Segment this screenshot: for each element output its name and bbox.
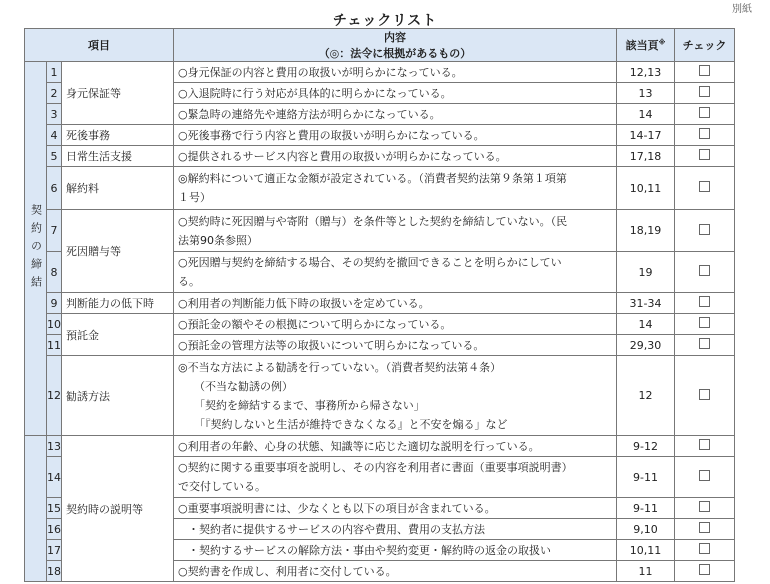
table-row bbox=[25, 62, 735, 83]
content-line: ○緊急時の連絡先や連絡方法が明らかになっている。 bbox=[178, 107, 441, 121]
row-number: 15 bbox=[47, 498, 62, 519]
row-number: 6 bbox=[47, 167, 62, 210]
checkbox[interactable] bbox=[699, 501, 710, 512]
item-label: 預託金 bbox=[62, 314, 174, 356]
row-number: 12 bbox=[47, 356, 62, 436]
row-number: 13 bbox=[47, 436, 62, 457]
checkbox[interactable] bbox=[699, 86, 710, 97]
row-number: 9 bbox=[47, 293, 62, 314]
checkbox[interactable] bbox=[699, 564, 710, 575]
content-line: ○重要事項説明書には、少なくとも以下の項目が含まれている。 bbox=[178, 501, 496, 515]
checkbox[interactable] bbox=[699, 439, 710, 450]
header-page bbox=[617, 29, 675, 62]
content-cell bbox=[174, 436, 617, 457]
section-continuation-cell bbox=[25, 436, 47, 582]
checkbox[interactable] bbox=[699, 224, 710, 235]
page-ref: 14 bbox=[617, 104, 675, 125]
table-row bbox=[25, 146, 735, 167]
content-cell bbox=[174, 561, 617, 582]
item-label: 日常生活支援 bbox=[62, 146, 174, 167]
content-cell bbox=[174, 167, 617, 210]
content-line: ○提供されるサービス内容と費用の取扱いが明らかになっている。 bbox=[178, 149, 507, 163]
check-cell[interactable] bbox=[675, 314, 735, 335]
content-line: 法第90条参照） bbox=[178, 233, 258, 247]
checkbox[interactable] bbox=[699, 128, 710, 139]
item-label: 死因贈与等 bbox=[62, 210, 174, 293]
check-cell[interactable] bbox=[675, 293, 735, 314]
content-cell bbox=[174, 62, 617, 83]
check-cell[interactable] bbox=[675, 62, 735, 83]
content-cell bbox=[174, 498, 617, 519]
content-line: ○利用者の判断能力低下時の取扱いを定めている。 bbox=[178, 296, 430, 310]
content-cell bbox=[174, 293, 617, 314]
page-ref: 14 bbox=[617, 314, 675, 335]
row-number: 16 bbox=[47, 519, 62, 540]
content-line: ・契約するサービスの解除方法・事由や契約変更・解約時の返金の取扱い bbox=[188, 543, 551, 557]
content-line: ○契約書を作成し、利用者に交付している。 bbox=[178, 564, 397, 578]
row-number: 5 bbox=[47, 146, 62, 167]
page-ref: 12 bbox=[617, 356, 675, 436]
header-page-mark: ※ bbox=[658, 38, 666, 47]
page-ref: 13 bbox=[617, 83, 675, 104]
checklist-table bbox=[24, 28, 735, 582]
content-cell bbox=[174, 210, 617, 252]
check-cell[interactable] bbox=[675, 125, 735, 146]
check-cell[interactable] bbox=[675, 167, 735, 210]
row-number: 18 bbox=[47, 561, 62, 582]
check-cell[interactable] bbox=[675, 252, 735, 293]
page-ref: 11 bbox=[617, 561, 675, 582]
page-ref: 14-17 bbox=[617, 125, 675, 146]
row-number: 8 bbox=[47, 252, 62, 293]
content-cell bbox=[174, 252, 617, 293]
header-content-note: （◎：法令に根拠があるもの） bbox=[318, 47, 472, 60]
content-cell bbox=[174, 519, 617, 540]
content-line: ○預託金の管理方法等の取扱いについて明らかになっている。 bbox=[178, 338, 485, 352]
header-content bbox=[174, 29, 617, 62]
row-number: 11 bbox=[47, 335, 62, 356]
item-label: 契約時の説明等 bbox=[62, 436, 174, 582]
check-cell[interactable] bbox=[675, 335, 735, 356]
item-label: 勧誘方法 bbox=[62, 356, 174, 436]
checkbox[interactable] bbox=[699, 149, 710, 160]
page-ref: 12,13 bbox=[617, 62, 675, 83]
content-line: ○死因贈与契約を締結する場合、その契約を撤回できることを明らかにしてい bbox=[178, 256, 562, 269]
content-line: 「契約を締結するまで、事務所から帰さない」 bbox=[194, 398, 425, 412]
checkbox[interactable] bbox=[699, 265, 710, 276]
item-label: 判断能力の低下時 bbox=[62, 293, 174, 314]
content-line: ○入退院時に行う対応が具体的に明らかになっている。 bbox=[178, 86, 452, 100]
page-ref: 9-11 bbox=[617, 498, 675, 519]
content-cell bbox=[174, 356, 617, 436]
header-content-title: 内容 bbox=[384, 31, 406, 44]
page-ref: 9-11 bbox=[617, 457, 675, 498]
check-cell[interactable] bbox=[675, 210, 735, 252]
content-line: １号） bbox=[178, 191, 211, 204]
header-item: 項目 bbox=[25, 29, 174, 62]
page-ref: 10,11 bbox=[617, 167, 675, 210]
header-check: チェック bbox=[675, 29, 735, 62]
row-number: 2 bbox=[47, 83, 62, 104]
table-row bbox=[25, 314, 735, 335]
check-cell[interactable] bbox=[675, 519, 735, 540]
checkbox[interactable] bbox=[699, 338, 710, 349]
content-line: ◎不当な方法による勧誘を行っていない。（消費者契約法第４条） bbox=[178, 360, 502, 374]
checkbox[interactable] bbox=[699, 543, 710, 554]
checkbox[interactable] bbox=[699, 296, 710, 307]
page-ref: 9-12 bbox=[617, 436, 675, 457]
content-line: 「『契約しないと生活が維持できなくなる』と不安を煽る」など bbox=[194, 417, 508, 431]
content-line: ○利用者の年齢、心身の状態、知識等に応じた適切な説明を行っている。 bbox=[178, 439, 540, 453]
check-cell[interactable] bbox=[675, 146, 735, 167]
check-cell[interactable] bbox=[675, 436, 735, 457]
page-ref: 18,19 bbox=[617, 210, 675, 252]
row-number: 1 bbox=[47, 62, 62, 83]
content-line: ○契約に関する重要事項を説明し、その内容を利用者に書面（重要事項説明書） bbox=[178, 461, 573, 474]
page-ref: 29,30 bbox=[617, 335, 675, 356]
item-label: 身元保証等 bbox=[62, 62, 174, 125]
content-line: （不当な勧誘の例） bbox=[194, 379, 293, 393]
checkbox[interactable] bbox=[699, 107, 710, 118]
section-label: 契約の締結 bbox=[29, 203, 43, 294]
content-cell bbox=[174, 125, 617, 146]
table-row bbox=[25, 356, 735, 436]
content-cell bbox=[174, 335, 617, 356]
table-row bbox=[25, 167, 735, 210]
check-cell[interactable] bbox=[675, 83, 735, 104]
check-cell[interactable] bbox=[675, 457, 735, 498]
content-line: で交付している。 bbox=[178, 480, 266, 493]
checkbox[interactable] bbox=[699, 522, 710, 533]
content-cell bbox=[174, 457, 617, 498]
check-cell[interactable] bbox=[675, 561, 735, 582]
row-number: 17 bbox=[47, 540, 62, 561]
row-number: 10 bbox=[47, 314, 62, 335]
check-cell[interactable] bbox=[675, 356, 735, 436]
table-row bbox=[25, 293, 735, 314]
header-page-label: 該当頁 bbox=[625, 39, 659, 52]
content-line: ○身元保証の内容と費用の取扱いが明らかになっている。 bbox=[178, 65, 463, 79]
check-cell[interactable] bbox=[675, 498, 735, 519]
page-ref: 17,18 bbox=[617, 146, 675, 167]
row-number: 3 bbox=[47, 104, 62, 125]
content-line: ○契約時に死因贈与や寄附（贈与）を条件等とした契約を締結していない。（民 bbox=[178, 214, 568, 228]
checkbox[interactable] bbox=[699, 65, 710, 76]
content-line: ○死後事務で行う内容と費用の取扱いが明らかになっている。 bbox=[178, 128, 485, 142]
header-row bbox=[25, 29, 735, 62]
content-cell bbox=[174, 83, 617, 104]
check-cell[interactable] bbox=[675, 104, 735, 125]
content-cell bbox=[174, 104, 617, 125]
content-line: ◎解約料について適正な金額が設定されている。（消費者契約法第９条第１項第 bbox=[178, 172, 567, 185]
page-ref: 10,11 bbox=[617, 540, 675, 561]
table-row bbox=[25, 210, 735, 252]
page-ref: 9,10 bbox=[617, 519, 675, 540]
content-cell bbox=[174, 314, 617, 335]
page-title: チェックリスト bbox=[332, 13, 438, 29]
checkbox[interactable] bbox=[699, 470, 710, 481]
checkbox[interactable] bbox=[699, 181, 710, 192]
content-cell bbox=[174, 146, 617, 167]
checkbox[interactable] bbox=[699, 317, 710, 328]
check-cell[interactable] bbox=[675, 540, 735, 561]
section-label-cell bbox=[25, 62, 47, 436]
annex-label: 別紙 bbox=[732, 4, 752, 15]
page-ref: 31-34 bbox=[617, 293, 675, 314]
content-line: る。 bbox=[178, 275, 200, 288]
table-row bbox=[25, 125, 735, 146]
item-label: 死後事務 bbox=[62, 125, 174, 146]
row-number: 7 bbox=[47, 210, 62, 252]
table-row bbox=[25, 436, 735, 457]
content-line: ○預託金の額やその根拠について明らかになっている。 bbox=[178, 317, 452, 331]
content-line: ・契約者に提供するサービスの内容や費用、費用の支払方法 bbox=[188, 522, 485, 536]
row-number: 4 bbox=[47, 125, 62, 146]
item-label: 解約料 bbox=[62, 167, 174, 210]
row-number: 14 bbox=[47, 457, 62, 498]
page-ref: 19 bbox=[617, 252, 675, 293]
content-cell bbox=[174, 540, 617, 561]
checkbox[interactable] bbox=[699, 389, 710, 400]
